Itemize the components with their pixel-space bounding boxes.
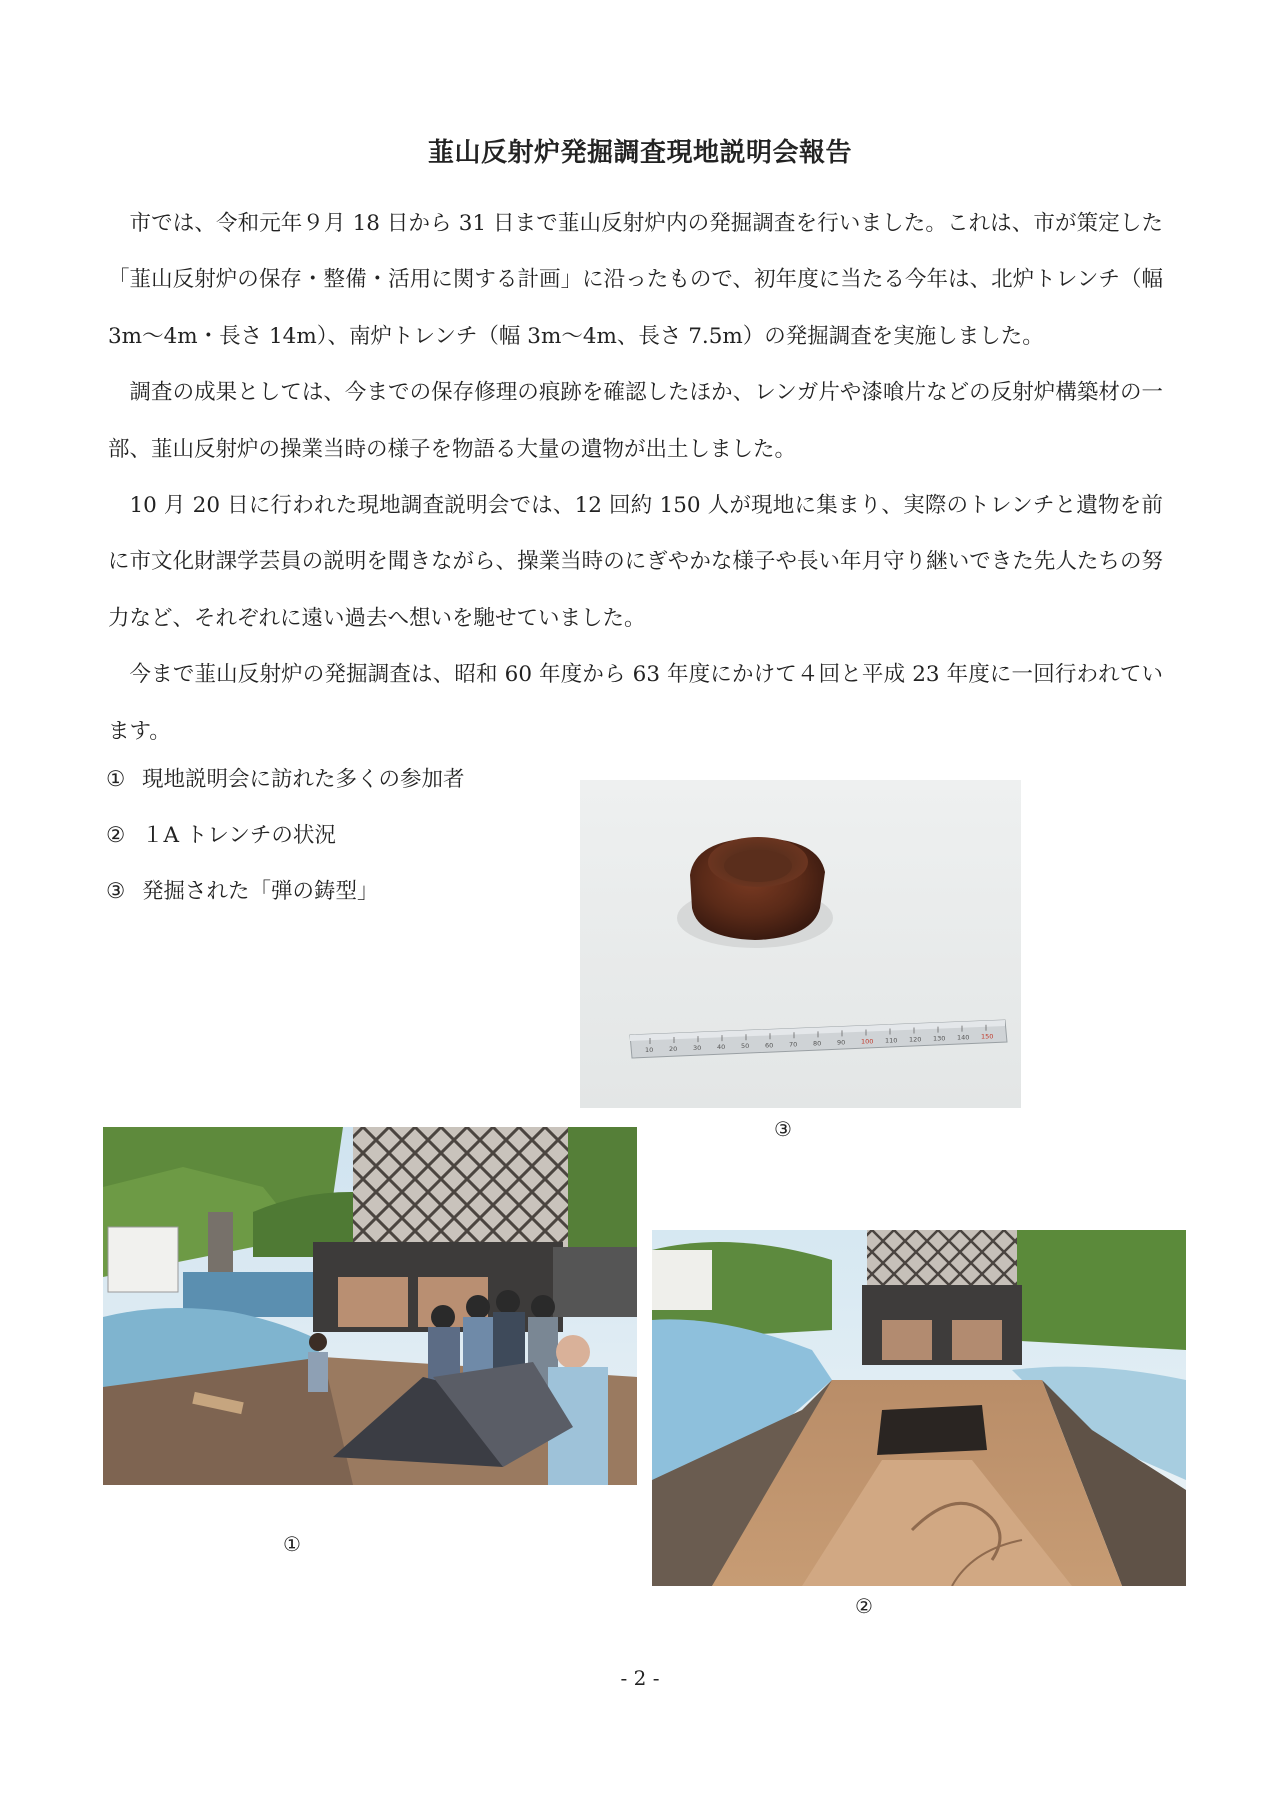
caption-number: ② bbox=[106, 823, 126, 848]
photo-1-label: ① bbox=[283, 1532, 301, 1556]
caption-item-1 bbox=[106, 752, 465, 808]
caption-text: １A トレンチの状況 bbox=[142, 823, 336, 848]
paragraph-2: 調査の成果としては、今までの保存修理の痕跡を確認したほか、レンガ片や漆喰片などの反射炉構築材の一部、韮山反射炉の操業当時の様子を物語る大量の遺物が出土しました。 bbox=[108, 380, 1163, 462]
paragraph-3: 10 月 20 日に行われた現地調査説明会では、12 回約 150 人が現地に集まり、実際のトレンチと遺物を前に市文化財課学芸員の説明を聞きながら、操業当時のにぎやかな様子や長い年月守り継いできた先人たちの努力など、それぞれに遠い過去へ想いを馳せていました。 bbox=[108, 493, 1163, 631]
caption-number: ① bbox=[106, 767, 126, 792]
body-text bbox=[108, 196, 1163, 760]
ruler-tick-label: 140 bbox=[957, 1033, 970, 1042]
ruler-tick-label: 30 bbox=[693, 1044, 702, 1053]
ruler-tick-label: 90 bbox=[837, 1038, 846, 1047]
ruler-tick-label: 110 bbox=[885, 1036, 898, 1045]
visitors-photo bbox=[103, 1127, 637, 1485]
bullet-mold-image bbox=[580, 780, 1021, 1108]
ruler-tick-label: 70 bbox=[789, 1040, 798, 1049]
trench-image bbox=[652, 1230, 1186, 1586]
ruler-tick-label: 130 bbox=[933, 1034, 946, 1043]
page-number: - 2 - bbox=[620, 1666, 660, 1690]
bullet-mold-photo bbox=[580, 780, 1021, 1108]
ruler-tick-label: 60 bbox=[765, 1041, 774, 1050]
paragraph-1: 市では、令和元年９月 18 日から 31 日まで韮山反射炉内の発掘調査を行いました。これは、市が策定した「韮山反射炉の保存・整備・活用に関する計画」に沿ったもので、初年度に当たる今年は、北炉トレンチ（幅 3m〜4m・長さ 14m）、南炉トレンチ（幅 3m〜4m、長さ 7.5m）の発掘調査を実施しました。 bbox=[108, 211, 1163, 349]
ruler-tick-label: 120 bbox=[909, 1035, 922, 1044]
ruler-tick-label: 100 bbox=[861, 1037, 874, 1046]
ruler-tick-label: 150 bbox=[981, 1032, 994, 1041]
visitors-image bbox=[103, 1127, 637, 1485]
ruler-tick-label: 80 bbox=[813, 1039, 822, 1048]
ruler-tick-label: 20 bbox=[669, 1045, 678, 1054]
caption-list bbox=[106, 752, 465, 920]
caption-item-2 bbox=[106, 808, 465, 864]
ruler-tick-label: 10 bbox=[645, 1046, 654, 1054]
page-title: 韮山反射炉発掘調査現地説明会報告 bbox=[427, 138, 852, 168]
caption-item-3 bbox=[106, 864, 465, 920]
paragraph-4: 今まで韮山反射炉の発掘調査は、昭和 60 年度から 63 年度にかけて４回と平成 23 年度に一回行われています。 bbox=[108, 662, 1163, 744]
ruler-tick-label: 50 bbox=[741, 1042, 750, 1051]
caption-text: 現地説明会に訪れた多くの参加者 bbox=[142, 767, 465, 792]
trench-photo bbox=[652, 1230, 1186, 1586]
caption-text: 発掘された「弾の鋳型」 bbox=[142, 879, 379, 904]
photo-2-label: ② bbox=[855, 1594, 873, 1618]
ruler-tick-label: 40 bbox=[717, 1043, 726, 1052]
photo-3-label: ③ bbox=[774, 1117, 792, 1141]
caption-number: ③ bbox=[106, 879, 126, 904]
